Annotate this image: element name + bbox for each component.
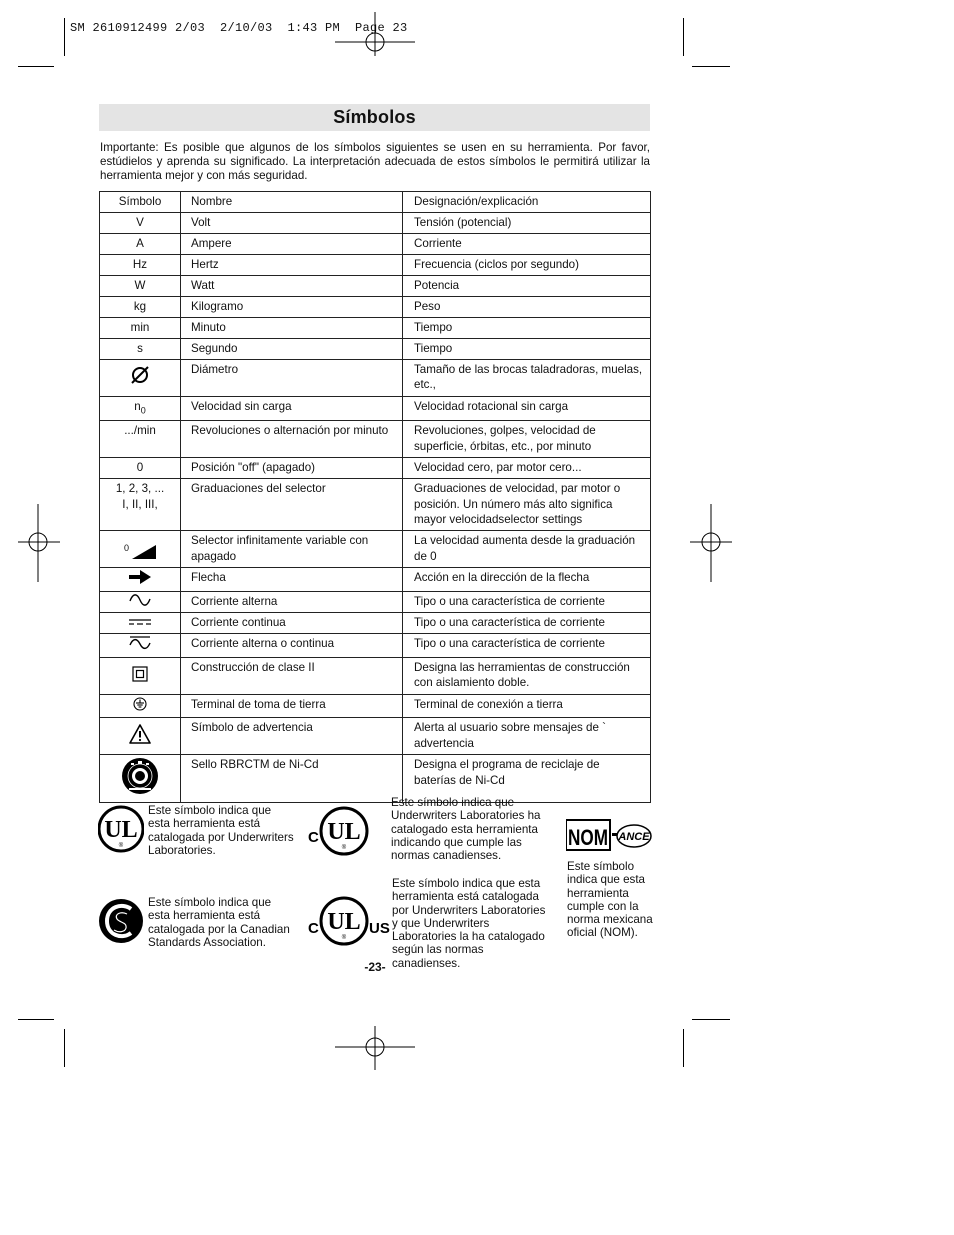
- description-cell: Frecuencia (ciclos por segundo): [403, 254, 651, 275]
- symbol-cell: [100, 396, 181, 421]
- csa-logo-icon: [98, 896, 144, 946]
- symbol-cell: s: [100, 338, 181, 359]
- description-cell: Graduaciones de velocidad, par motor o posición. Un número más alto significa mayor velocidadselector settings: [403, 479, 651, 531]
- name-cell: Revoluciones o alternación por minuto: [181, 421, 403, 458]
- table-row: [100, 396, 651, 421]
- table-row: [100, 233, 651, 254]
- symbol-cell: [100, 531, 181, 568]
- name-cell: Kilogramo: [181, 296, 403, 317]
- symbol-cell: [100, 657, 181, 694]
- name-cell: Segundo: [181, 338, 403, 359]
- table-row: [100, 275, 651, 296]
- header-description: Designación/explicación: [403, 192, 651, 213]
- description-cell: Designa las herramientas de construcción con aislamiento doble.: [403, 657, 651, 694]
- svg-text:®: ®: [341, 935, 347, 941]
- table-row: [100, 212, 651, 233]
- crop-mark: [692, 66, 730, 67]
- svg-text:UL: UL: [104, 817, 138, 843]
- registration-mark-icon: [335, 12, 415, 56]
- svg-text:ANCE: ANCE: [618, 831, 650, 843]
- description-cell: Tiempo: [403, 317, 651, 338]
- symbol-cell: .../min: [100, 421, 181, 458]
- rbrc-seal-icon: [121, 757, 159, 795]
- symbol-cell: Hz: [100, 254, 181, 275]
- description-cell: Tipo o una característica de corriente: [403, 634, 651, 658]
- diameter-icon: [130, 365, 150, 385]
- name-cell: Graduaciones del selector: [181, 479, 403, 531]
- svg-text:®: ®: [341, 845, 347, 851]
- symbol-cell: kg: [100, 296, 181, 317]
- table-row: [100, 694, 651, 718]
- alternating-current-icon: [129, 594, 151, 606]
- symbol-line: I, II, III,: [122, 497, 158, 511]
- name-cell: Corriente alterna o continua: [181, 634, 403, 658]
- description-cell: Alerta al usuario sobre mensajes de ` advertencia: [403, 718, 651, 755]
- description-cell: Peso: [403, 296, 651, 317]
- table-row: [100, 421, 651, 458]
- svg-text:C: C: [308, 829, 319, 846]
- symbols-table: [99, 191, 651, 803]
- name-cell: Watt: [181, 275, 403, 296]
- symbol-text: n: [134, 399, 141, 413]
- nom-caption: Este símbolo indica que esta herramienta cumple con la norma mexicana oficial (NOM).: [567, 860, 653, 940]
- c-ul-us-caption: Este símbolo indica que esta herramienta está catalogada por Underwriters Laboratories y que Underwriters Laboratories la ha catalogado según las normas canadienses.: [392, 877, 546, 970]
- symbol-cell: [100, 613, 181, 634]
- warning-icon: [129, 724, 151, 744]
- crop-mark: [18, 66, 54, 67]
- symbol-cell: W: [100, 275, 181, 296]
- intro-paragraph: Importante: Es posible que algunos de los símbolos siguientes se usen en su herramienta. Por favor, estúdielos y aprenda su significado. La interpretación adecuada de estos símbolos le permitirá utilizar la herramienta mejor y con más seguridad.: [100, 141, 650, 182]
- earth-ground-icon: [133, 697, 147, 711]
- svg-text:®: ®: [118, 843, 124, 849]
- c-ul-us-logo-icon: [308, 895, 390, 947]
- symbol-cell: [100, 694, 181, 718]
- symbol-cell: [100, 568, 181, 592]
- table-row: [100, 359, 651, 396]
- symbol-cell: [100, 634, 181, 658]
- description-cell: Tensión (potencial): [403, 212, 651, 233]
- table-row: [100, 479, 651, 531]
- symbol-cell: V: [100, 212, 181, 233]
- description-cell: Tipo o una característica de corriente: [403, 613, 651, 634]
- section-title-bar: [99, 104, 650, 131]
- name-cell: Terminal de toma de tierra: [181, 694, 403, 718]
- description-cell: Tipo o una característica de corriente: [403, 591, 651, 613]
- name-cell: Construcción de clase II: [181, 657, 403, 694]
- name-cell: Diámetro: [181, 359, 403, 396]
- name-cell: Selector infinitamente variable con apagado: [181, 531, 403, 568]
- svg-text:UL: UL: [327, 909, 361, 935]
- table-row: [100, 613, 651, 634]
- description-cell: Velocidad cero, par motor cero...: [403, 458, 651, 479]
- table-row: [100, 568, 651, 592]
- description-cell: Terminal de conexión a tierra: [403, 694, 651, 718]
- symbol-cell: [100, 755, 181, 803]
- description-cell: Corriente: [403, 233, 651, 254]
- crop-mark: [64, 1029, 65, 1067]
- name-cell: Corriente alterna: [181, 591, 403, 613]
- name-cell: Hertz: [181, 254, 403, 275]
- crop-mark: [18, 1019, 54, 1020]
- name-cell: Sello RBRCTM de Ni-Cd: [181, 755, 403, 803]
- crop-mark: [683, 1029, 684, 1067]
- header-symbol: Símbolo: [100, 192, 181, 213]
- print-slug: SM 2610912499 2/03 2/10/03 1:43 PM Page 23: [70, 21, 408, 35]
- direct-current-icon: [128, 617, 152, 627]
- table-row: [100, 254, 651, 275]
- registration-mark-icon: [690, 504, 732, 582]
- nom-ance-logo-icon: [566, 816, 654, 856]
- name-cell: Minuto: [181, 317, 403, 338]
- page-title: Símbolos: [333, 107, 416, 127]
- description-cell: Designa el programa de reciclaje de baterías de Ni-Cd: [403, 755, 651, 803]
- ul-logo-icon: [98, 804, 144, 854]
- table-row: [100, 531, 651, 568]
- selector-zero-label: 0: [123, 542, 129, 553]
- symbol-cell: [100, 718, 181, 755]
- name-cell: Símbolo de advertencia: [181, 718, 403, 755]
- table-row: [100, 317, 651, 338]
- svg-text:US: US: [369, 920, 390, 937]
- table-row: [100, 634, 651, 658]
- symbol-cell: [100, 359, 181, 396]
- table-header-row: [100, 192, 651, 213]
- svg-text:NOM: NOM: [568, 825, 608, 850]
- header-name: Nombre: [181, 192, 403, 213]
- description-cell: La velocidad aumenta desde la graduación de 0: [403, 531, 651, 568]
- symbol-subscript: 0: [140, 404, 146, 415]
- variable-selector-icon: [124, 544, 156, 559]
- crop-mark: [683, 18, 684, 56]
- registration-mark-icon: [18, 504, 60, 582]
- table-row: [100, 755, 651, 803]
- table-row: [100, 296, 651, 317]
- table-row: [100, 458, 651, 479]
- description-cell: Tiempo: [403, 338, 651, 359]
- ul-caption: Este símbolo indica que esta herramienta está catalogada por Underwriters Laboratories.: [148, 804, 294, 857]
- symbol-cell: 0: [100, 458, 181, 479]
- page-number: -23-: [364, 960, 386, 974]
- table-row: [100, 591, 651, 613]
- description-cell: Revoluciones, golpes, velocidad de superficie, órbitas, etc., por minuto: [403, 421, 651, 458]
- name-cell: Flecha: [181, 568, 403, 592]
- class-ii-icon: [132, 666, 148, 682]
- symbol-cell: [100, 591, 181, 613]
- registration-mark-icon: [335, 1026, 415, 1070]
- c-ul-logo-icon: [308, 804, 370, 856]
- svg-text:UL: UL: [327, 819, 361, 845]
- description-cell: Acción en la dirección de la flecha: [403, 568, 651, 592]
- description-cell: Velocidad rotacional sin carga: [403, 396, 651, 421]
- name-cell: Velocidad sin carga: [181, 396, 403, 421]
- symbol-line: 1, 2, 3, ...: [115, 482, 165, 496]
- svg-text:C: C: [308, 920, 319, 937]
- crop-mark: [692, 1019, 730, 1020]
- name-cell: Corriente continua: [181, 613, 403, 634]
- ac-dc-icon: [129, 636, 151, 650]
- name-cell: Volt: [181, 212, 403, 233]
- arrow-icon: [129, 570, 151, 584]
- c-ul-caption: Este símbolo indica que Underwriters Laboratories ha catalogado esta herramienta indicando que cumple las normas canadienses.: [391, 796, 541, 863]
- name-cell: Ampere: [181, 233, 403, 254]
- table-row: [100, 657, 651, 694]
- table-row: [100, 338, 651, 359]
- description-cell: Potencia: [403, 275, 651, 296]
- symbol-cell: [100, 479, 181, 531]
- crop-mark: [64, 18, 65, 56]
- symbol-cell: min: [100, 317, 181, 338]
- symbol-cell: A: [100, 233, 181, 254]
- csa-caption: Este símbolo indica que esta herramienta está catalogada por la Canadian Standards Association.: [148, 896, 290, 949]
- description-cell: Tamaño de las brocas taladradoras, muelas, etc.,: [403, 359, 651, 396]
- name-cell: Posición "off" (apagado): [181, 458, 403, 479]
- table-row: [100, 718, 651, 755]
